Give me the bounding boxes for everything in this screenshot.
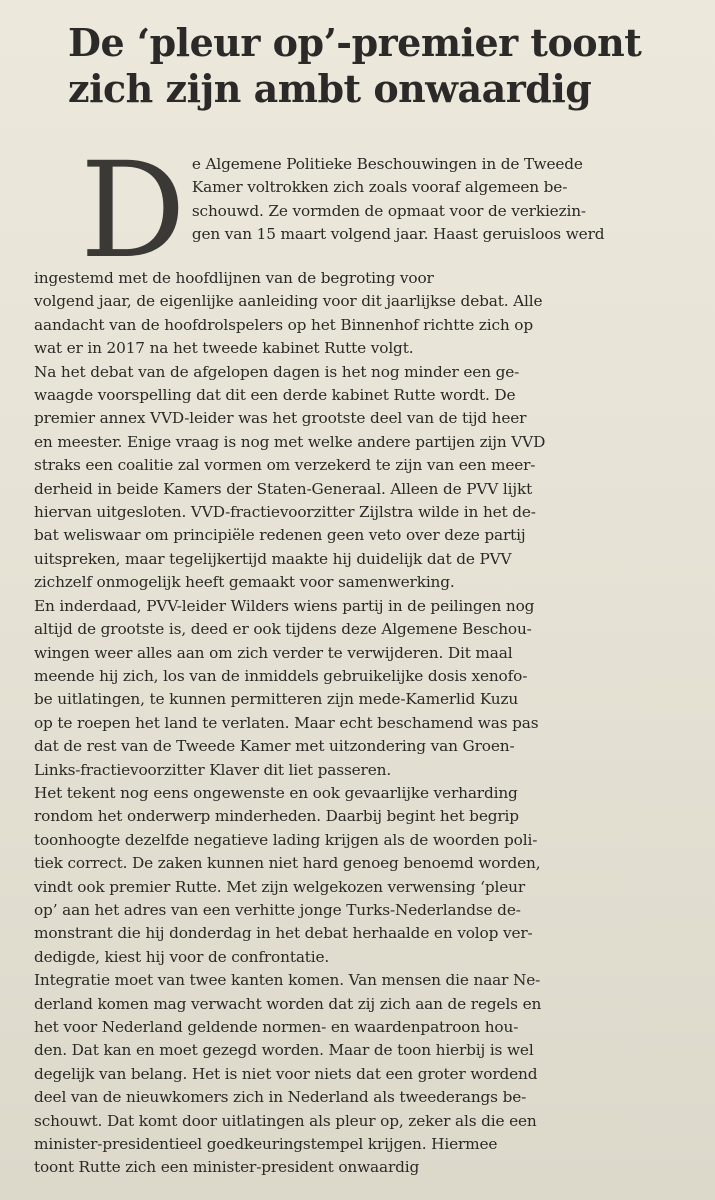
text-line: degelijk van belang. Het is niet voor niets dat een groter wordend — [34, 1064, 538, 1083]
text-line: rondom het onderwerp minderheden. Daarbij begint het begrip — [34, 807, 519, 826]
article-body — [34, 134, 664, 1180]
text-line: op te roepen het land te verlaten. Maar echt beschamend was pas — [34, 713, 539, 732]
text-line: wat er in 2017 na het tweede kabinet Rutte volgt. — [34, 339, 414, 358]
text-line: wingen weer alles aan om zich verder te verwijderen. Dit maal — [34, 643, 513, 662]
text-line: den. Dat kan en moet gezegd worden. Maar de toon hierbij is wel — [34, 1041, 534, 1060]
text-line: altijd de grootste is, deed er ook tijdens deze Algemene Beschou- — [34, 620, 532, 639]
text-line: volgend jaar, de eigenlijke aanleiding voor dit jaarlijkse debat. Alle — [34, 292, 543, 311]
text-line: tiek correct. De zaken kunnen niet hard genoeg benoemd worden, — [34, 854, 541, 873]
headline — [68, 20, 688, 112]
text-line: het voor Nederland geldende normen- en waardenpatroon hou- — [34, 1018, 519, 1036]
text-line: bat weliswaar om principiële redenen geen veto over deze partij — [34, 526, 526, 545]
text-line: aandacht van de hoofdrolspelers op het Binnenhof richtte zich op — [34, 315, 533, 334]
text-line: premier annex VVD-leider was het grootste deel van de tijd heer — [34, 409, 527, 428]
text-line: Na het debat van de afgelopen dagen is het nog minder een ge- — [34, 362, 520, 381]
text-line: op’ aan het adres van een verhitte jonge Turks-Nederlandse de- — [34, 900, 521, 919]
text-line: ingestemd met de hoofdlijnen van de begroting voor — [34, 269, 434, 287]
text-line: minister-presidentieel goedkeuringstempel krijgen. Hiermee — [34, 1135, 498, 1154]
text-line: toonhoogte dezelfde negatieve lading krijgen als de woorden poli- — [34, 830, 538, 849]
text-line: deel van de nieuwkomers zich in Nederland als tweederangs be- — [34, 1088, 527, 1107]
text-line: uitspreken, maar tegelijkertijd maakte hij duidelijk dat de PVV — [34, 549, 512, 568]
text-line: straks een coalitie zal vormen om verzekerd te zijn van een meer- — [34, 456, 536, 475]
text-line: be uitlatingen, te kunnen permitteren zijn mede-Kamerlid Kuzu — [34, 690, 519, 709]
text-line: En inderdaad, PVV-leider Wilders wiens partij in de peilingen nog — [34, 596, 535, 615]
text-line: vindt ook premier Rutte. Met zijn welgekozen verwensing ‘pleur — [34, 877, 526, 896]
text-line: hiervan uitgesloten. VVD-fractievoorzitter Zijlstra wilde in het de- — [34, 503, 536, 522]
text-line: Het tekent nog eens ongewenste en ook gevaarlijke verharding — [34, 783, 518, 802]
headline-line-1: De ‘pleur op’-premier toont — [68, 20, 642, 65]
text-line: Links-fractievoorzitter Klaver dit liet passeren. — [34, 760, 392, 779]
text-line: meende hij zich, los van de inmiddels gebruikelijke dosis xenofo- — [34, 666, 528, 685]
text-line: schouwt. Dat komt door uitlatingen als pleur op, zeker als die een — [34, 1111, 537, 1130]
text-line: waagde voorspelling dat dit een derde kabinet Rutte wordt. De — [34, 386, 516, 405]
text-line: Integratie moet van twee kanten komen. Van mensen die naar Ne- — [34, 971, 541, 990]
text-line: monstrant die hij donderdag in het debat herhaalde en volop ver- — [34, 924, 533, 943]
text-line: e Algemene Politieke Beschouwingen in de Tweede — [191, 155, 583, 173]
text-line: dedigde, kiest hij voor de confrontatie. — [34, 947, 330, 966]
text-line: schouwd. Ze vormden de opmaat voor de verkiezin- — [191, 201, 586, 220]
text-line: derheid in beide Kamers der Staten-Generaal. Alleen de PVV lijkt — [34, 479, 533, 498]
headline-line-2: zich zijn ambt onwaardig — [68, 66, 592, 111]
drop-cap: D — [80, 134, 186, 288]
text-line: toont Rutte zich een minister-president onwaardig — [34, 1158, 420, 1177]
text-line: gen van 15 maart volgend jaar. Haast geruisloos werd — [191, 225, 605, 244]
text-line: zichzelf onmogelijk heeft gemaakt voor samenwerking. — [34, 573, 455, 592]
text-line: derland komen mag verwacht worden dat zij zich aan de regels en — [34, 994, 542, 1013]
text-line: dat de rest van de Tweede Kamer met uitzondering van Groen- — [34, 737, 515, 756]
text-line: en meester. Enige vraag is nog met welke andere partijen zijn VVD — [34, 432, 546, 451]
text-line: Kamer voltrokken zich zoals vooraf algemeen be- — [191, 178, 568, 197]
